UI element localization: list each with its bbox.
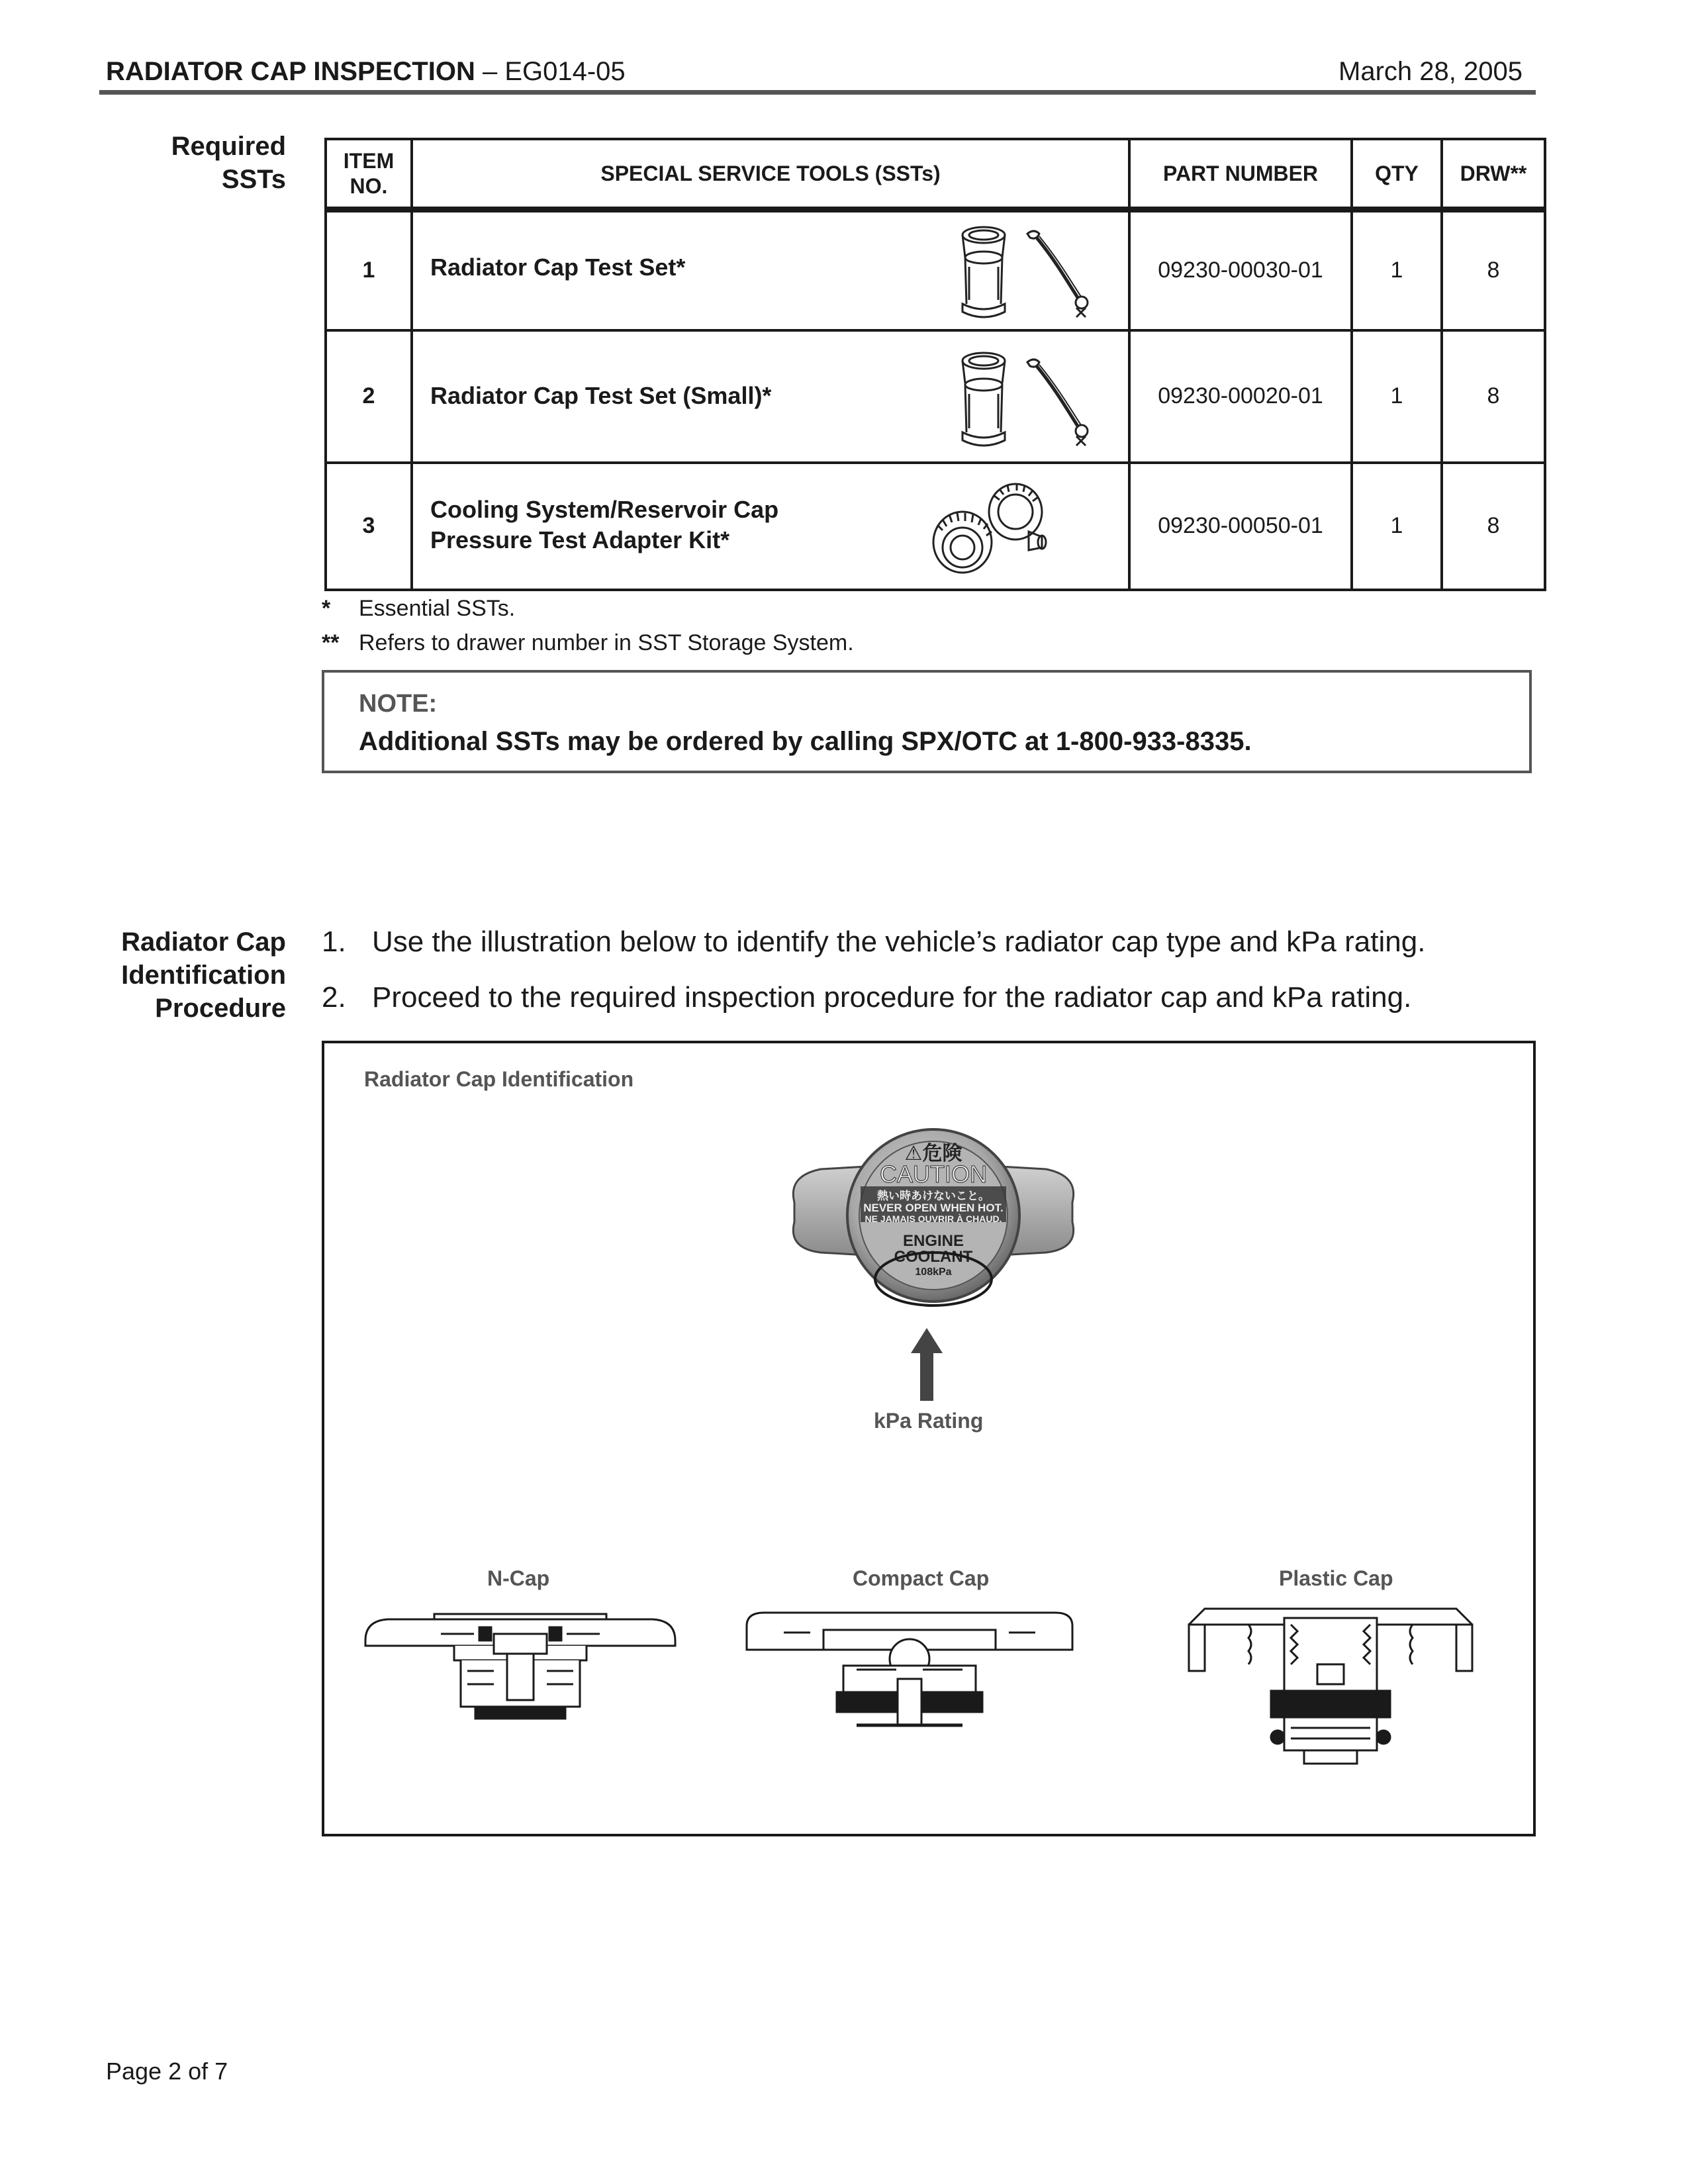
cap-warning-en: NEVER OPEN WHEN HOT. bbox=[863, 1202, 1004, 1214]
n-cap-label: N-Cap bbox=[487, 1566, 550, 1590]
part-number: 09230-00020-01 bbox=[1129, 330, 1352, 463]
radiator-cap-identification-figure bbox=[322, 1041, 1536, 1836]
procedure-label-line: Radiator Cap bbox=[121, 927, 286, 957]
tool-cell bbox=[412, 330, 1129, 463]
radiator-cap-illustration bbox=[781, 1123, 1086, 1335]
note-box bbox=[322, 670, 1532, 773]
drw: 8 bbox=[1442, 210, 1545, 330]
tool-name: Radiator Cap Test Set* bbox=[430, 254, 686, 281]
item-number: 3 bbox=[326, 463, 412, 590]
compact-cap-diagram bbox=[744, 1606, 1075, 1738]
footnote-text: Essential SSTs. bbox=[359, 596, 516, 621]
kpa-rating-label: kPa Rating bbox=[874, 1409, 984, 1433]
item-number: 1 bbox=[326, 210, 412, 330]
col-header-tools: SPECIAL SERVICE TOOLS (SSTs) bbox=[412, 139, 1129, 210]
plastic-cap-label: Plastic Cap bbox=[1279, 1566, 1393, 1590]
cap-warning-fr: NE JAMAIS OUVRIR À CHAUD. bbox=[865, 1213, 1002, 1224]
document-date: March 28, 2005 bbox=[1338, 57, 1523, 86]
part-number: 09230-00050-01 bbox=[1129, 463, 1352, 590]
adapter-kit-icon bbox=[923, 476, 1055, 581]
step-number: 1. bbox=[322, 926, 346, 958]
qty: 1 bbox=[1352, 463, 1442, 590]
test-set-icon bbox=[943, 220, 1095, 325]
header-rule bbox=[99, 90, 1536, 95]
tool-name: Radiator Cap Test Set (Small)* bbox=[430, 381, 772, 409]
required-ssts-label-line: Required bbox=[171, 132, 286, 161]
note-title: NOTE: bbox=[359, 690, 438, 718]
cap-coolant-text: COOLANT bbox=[894, 1248, 973, 1266]
step-number: 2. bbox=[322, 981, 346, 1014]
page-header-title bbox=[106, 57, 626, 87]
footnote bbox=[322, 630, 854, 656]
footnote-mark: * bbox=[322, 596, 331, 621]
col-header-item-no bbox=[326, 139, 412, 210]
required-ssts-label bbox=[171, 130, 286, 196]
procedure-label-line: Procedure bbox=[155, 994, 286, 1023]
cap-kpa-rating: 108kPa bbox=[915, 1266, 952, 1278]
qty: 1 bbox=[1352, 210, 1442, 330]
drw: 8 bbox=[1442, 463, 1545, 590]
up-arrow-icon bbox=[908, 1328, 945, 1401]
procedure-step bbox=[322, 981, 1411, 1014]
col-header-drw: DRW** bbox=[1442, 139, 1545, 210]
figure-title: Radiator Cap Identification bbox=[364, 1067, 634, 1091]
cap-engine-text: ENGINE bbox=[902, 1232, 964, 1250]
tool-name bbox=[430, 495, 778, 555]
tool-name-line: Cooling System/Reservoir Cap bbox=[430, 495, 779, 523]
table-row bbox=[326, 330, 1545, 463]
note-text: Additional SSTs may be ordered by calling SPX/OTC at 1-800-933-8335. bbox=[359, 727, 1252, 756]
tool-cell bbox=[412, 463, 1129, 590]
col-header-qty: QTY bbox=[1352, 139, 1442, 210]
footnote bbox=[322, 596, 515, 622]
tool-name-line: Pressure Test Adapter Kit* bbox=[430, 526, 730, 553]
qty: 1 bbox=[1352, 330, 1442, 463]
col-header-item-line: ITEM bbox=[343, 149, 395, 173]
footnote-mark: ** bbox=[322, 630, 340, 655]
procedure-label-line: Identification bbox=[121, 961, 286, 990]
document-code: – EG014-05 bbox=[482, 57, 626, 86]
cap-caution-kanji: ⚠危険 bbox=[904, 1142, 962, 1165]
col-header-part-number: PART NUMBER bbox=[1129, 139, 1352, 210]
test-set-small-icon bbox=[943, 346, 1095, 455]
part-number: 09230-00030-01 bbox=[1129, 210, 1352, 330]
tool-cell bbox=[412, 210, 1129, 330]
document-title: RADIATOR CAP INSPECTION bbox=[106, 57, 475, 86]
item-number: 2 bbox=[326, 330, 412, 463]
step-text: Use the illustration below to identify the vehicle’s radiator cap type and kPa rating. bbox=[372, 926, 1426, 958]
n-cap-diagram bbox=[361, 1607, 679, 1727]
plastic-cap-diagram bbox=[1185, 1598, 1476, 1770]
cap-caution-text: CAUTION bbox=[880, 1161, 987, 1188]
required-ssts-label-line: SSTs bbox=[221, 165, 286, 194]
col-header-item-line: NO. bbox=[350, 174, 388, 198]
sst-table bbox=[324, 138, 1546, 591]
step-text: Proceed to the required inspection procedure for the radiator cap and kPa rating. bbox=[372, 981, 1412, 1014]
drw: 8 bbox=[1442, 330, 1545, 463]
cap-warning-jp: 熱い時あけないこと。 bbox=[877, 1190, 990, 1203]
procedure-step bbox=[322, 926, 1425, 959]
procedure-label bbox=[121, 926, 286, 1025]
table-row bbox=[326, 210, 1545, 330]
compact-cap-label: Compact Cap bbox=[853, 1566, 990, 1590]
page-number: Page 2 of 7 bbox=[106, 2058, 228, 2085]
table-row bbox=[326, 463, 1545, 590]
footnote-text: Refers to drawer number in SST Storage System. bbox=[359, 630, 854, 655]
